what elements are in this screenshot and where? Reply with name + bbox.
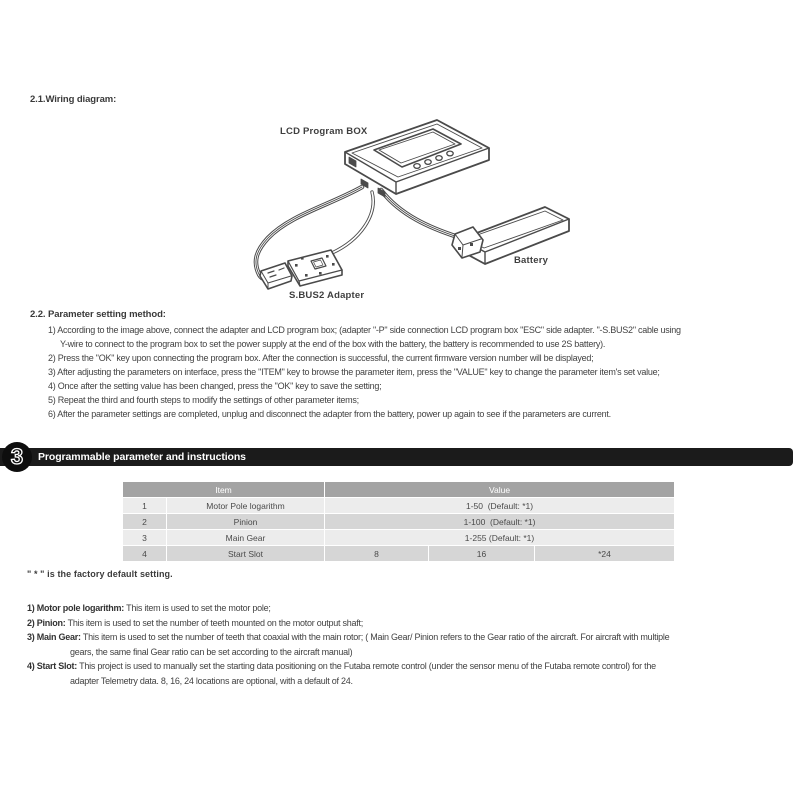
step-1-line-2: Y-wire to connect to the program box to set the power supply at the end of the box with the battery, the battery is recommended to use 2S battery). bbox=[60, 339, 606, 349]
note-4-text: This project is used to manually set the starting data positioning on the Futaba remote control (under the sensor menu of the Futaba remote control) for the bbox=[77, 661, 656, 671]
label-battery: Battery bbox=[514, 255, 549, 266]
table-cell-value: 8 bbox=[325, 546, 429, 562]
table-cell-item: Main Gear bbox=[167, 530, 325, 546]
table-row bbox=[123, 498, 675, 514]
note-4-continuation: adapter Telemetry data. 8, 16, 24 locations are optional, with a default of 24. bbox=[70, 675, 353, 686]
step-4: 4) Once after the setting value has been changed, press the "OK" key to save the setting; bbox=[48, 381, 382, 391]
table-row bbox=[123, 546, 675, 562]
parameter-notes bbox=[27, 601, 797, 688]
battery-art bbox=[452, 207, 569, 264]
section-3-number-badge: 3 bbox=[2, 442, 32, 472]
note-1-text: This item is used to set the motor pole; bbox=[124, 603, 271, 613]
table-cell-value: 16 bbox=[429, 546, 535, 562]
table-cell-num: 3 bbox=[123, 530, 167, 546]
section-2-2-heading: 2.2. Parameter setting method: bbox=[30, 309, 166, 320]
step-5: 5) Repeat the third and fourth steps to modify the settings of other parameter items; bbox=[48, 395, 359, 405]
wiring-diagram-illustration bbox=[0, 0, 800, 320]
table-cell-value: 1-100 (Default: *1) bbox=[325, 514, 675, 530]
section-3-header-bar bbox=[0, 444, 793, 469]
table-header-row bbox=[123, 482, 675, 498]
note-4-label: 4) Start Slot: bbox=[27, 661, 78, 671]
note-2-label: 2) Pinion: bbox=[27, 617, 66, 628]
table-header-value: Value bbox=[325, 482, 675, 498]
parameter-setting-steps bbox=[48, 323, 793, 421]
note-1-label: 1) Motor pole logarithm: bbox=[27, 603, 124, 613]
note-3 bbox=[27, 630, 797, 645]
table-cell-num: 2 bbox=[123, 514, 167, 530]
note-2-text: This item is used to set the number of teeth mounted on the motor output shaft; bbox=[65, 617, 364, 628]
table-cell-value: 1-255 (Default: *1) bbox=[325, 530, 675, 546]
table-cell-value: 1-50 (Default: *1) bbox=[325, 498, 675, 514]
sbus2-adapter-art bbox=[260, 250, 342, 289]
note-3-label: 3) Main Gear: bbox=[27, 632, 81, 642]
note-4 bbox=[27, 659, 797, 674]
table-cell-item: Motor Pole logarithm bbox=[167, 498, 325, 514]
section-2-1-heading: 2.1.Wiring diagram: bbox=[30, 94, 117, 105]
table-header-item: Item bbox=[123, 482, 325, 498]
step-2: 2) Press the "OK" key upon connecting the program box. After the connection is successful, the current firmware version number will be displayed; bbox=[48, 353, 594, 363]
table-row bbox=[123, 530, 675, 546]
note-3-text: This item is used to set the number of teeth that coaxial with the main rotor; ( Main Gear/ Pinion refers to the Gear ratio of the aircraft. For aircraft with multiple bbox=[80, 632, 670, 642]
table-cell-num: 1 bbox=[123, 498, 167, 514]
section-3-title: Programmable parameter and instructions bbox=[38, 451, 246, 463]
parameter-table bbox=[122, 481, 675, 562]
table-cell-value: *24 bbox=[535, 546, 675, 562]
step-3: 3) After adjusting the parameters on interface, press the "ITEM" key to browse the parameter item, press the "VALUE" key to change the parameter item's set value; bbox=[48, 367, 660, 377]
note-1 bbox=[27, 601, 797, 616]
label-sbus2-adapter: S.BUS2 Adapter bbox=[289, 290, 365, 301]
table-cell-item: Pinion bbox=[167, 514, 325, 530]
table-cell-num: 4 bbox=[123, 546, 167, 562]
label-lcd-program-box: LCD Program BOX bbox=[280, 126, 368, 137]
table-row bbox=[123, 514, 675, 530]
step-1-line-1: 1) According to the image above, connect the adapter and LCD program box; (adapter "-P" side connection LCD program box "ESC" side adapter. "-S.BUS2" cable using bbox=[48, 325, 681, 335]
table-cell-item: Start Slot bbox=[167, 546, 325, 562]
cable-ribbon-to-battery bbox=[381, 190, 458, 237]
step-6: 6) After the parameter settings are completed, unplug and disconnect the adapter from the battery, power up again to see if the parameters are current. bbox=[48, 409, 611, 419]
note-3-continuation: gears, the same final Gear ratio can be set according to the aircraft manual) bbox=[70, 646, 353, 657]
note-2 bbox=[27, 616, 797, 631]
factory-default-footnote: " * " is the factory default setting. bbox=[27, 569, 173, 579]
